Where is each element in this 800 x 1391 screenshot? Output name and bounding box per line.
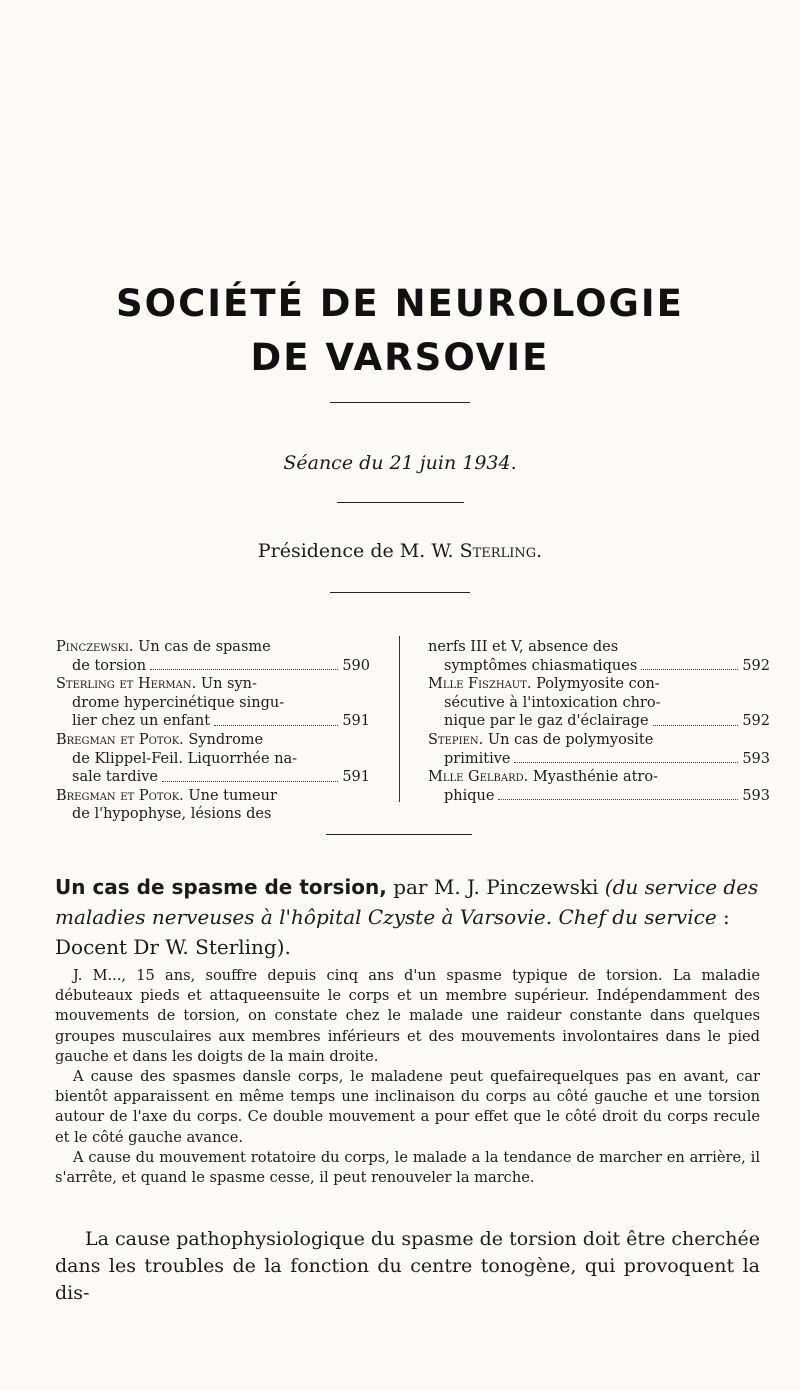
table-of-contents-right <box>428 638 770 805</box>
dot-leader <box>498 787 738 801</box>
column-divider <box>399 636 400 802</box>
society-title-line1: SOCIÉTÉ DE NEUROLOGIE <box>116 282 684 325</box>
article-title-bold: Un cas de spasme de torsion, <box>55 875 387 899</box>
toc-author: Bregman et Potok. <box>56 787 184 804</box>
divider-rule <box>330 402 470 403</box>
paragraph: A cause du mouvement rotatoire du corps, le malade a la tendance de marcher en arrière, il s'arrête, et quand le spasme cesse, il peut renouveler la marche. <box>55 1148 760 1187</box>
toc-author: Mlle Gelbard. <box>428 769 529 786</box>
toc-text: Syndrome <box>188 731 264 748</box>
article-discussion <box>55 1226 760 1307</box>
toc-author: Pinczewski. <box>56 639 134 655</box>
toc-text: sale tardive <box>72 769 159 786</box>
toc-text: lier chez un enfant <box>72 713 211 730</box>
dot-leader <box>162 768 338 782</box>
presidence-name: Sterling. <box>459 540 543 562</box>
toc-entry <box>428 731 770 768</box>
toc-text: symptômes chiasmatiques <box>444 657 638 674</box>
toc-text: nerfs III et V, absence des <box>428 639 619 655</box>
toc-author: Bregman et Potok. <box>56 731 184 748</box>
toc-entry <box>428 768 770 805</box>
seance-date: Séance du 21 juin 1934. <box>283 452 517 474</box>
toc-page-number: 593 <box>742 787 770 804</box>
toc-author: Stepien. <box>428 731 484 748</box>
toc-text: de l'hypophyse, lésions des <box>72 806 272 823</box>
dot-leader <box>653 712 738 726</box>
toc-page-number: 591 <box>342 713 370 730</box>
article-author: par M. J. Pinczewski <box>393 875 599 899</box>
dot-leader <box>150 657 338 671</box>
toc-author: Sterling et Herman. <box>56 676 197 693</box>
dot-leader <box>514 750 738 764</box>
toc-entry <box>56 731 370 787</box>
toc-text: sécutive à l'intoxication chro- <box>444 694 661 711</box>
paragraph: La cause pathophysiologique du spasme de torsion doit être cherchée dans les troubles de la fonction du centre tonogène, qui provoquent la dis- <box>55 1228 760 1304</box>
toc-page-number: 592 <box>742 713 770 730</box>
presidence-prefix: Présidence de M. W. <box>257 540 454 562</box>
dot-leader <box>641 657 738 671</box>
paragraph: J. M..., 15 ans, souffre depuis cinq ans d'un spasme typique de torsion. La maladie débuteaux pieds et attaqueensuite le corps et un membre supérieur. Indépendamment des mouvements de torsion, on constate chez le malade une raideur constante dans quelques groupes musculaires aux membres inférieurs et des mouvements involontaires dans le pied gauche et dans les doigts de la main droite. <box>55 967 760 1065</box>
article-chief: : Docent Dr W. Sterling). <box>55 905 730 959</box>
toc-entry <box>56 675 370 731</box>
toc-text: Polymyosite con- <box>536 676 660 693</box>
toc-text: nique par le gaz d'éclairage <box>444 713 649 730</box>
toc-text: primitive <box>444 750 511 767</box>
toc-text: Un cas de polymyosite <box>487 731 654 748</box>
toc-page-number: 592 <box>742 657 770 674</box>
toc-text: de torsion <box>72 657 147 674</box>
toc-author: Mlle Fiszhaut. <box>428 676 532 693</box>
article-case-report <box>55 966 760 1188</box>
toc-page-number: 591 <box>342 769 370 786</box>
toc-text: Un syn- <box>200 676 257 693</box>
toc-text: phique <box>444 787 495 804</box>
toc-text: de Klippel-Feil. Liquorrhée na- <box>72 750 298 767</box>
article-title <box>55 872 760 962</box>
toc-entry <box>428 638 770 675</box>
toc-entry <box>56 638 370 675</box>
toc-page-number: 593 <box>742 750 770 767</box>
toc-entry <box>428 675 770 731</box>
toc-text: Myasthénie atro- <box>532 769 658 786</box>
article-affiliation: (du service des maladies nerveuses à l'hôpital Czyste à Varsovie. Chef du service <box>55 875 759 929</box>
toc-text: drome hypercinétique singu- <box>72 694 285 711</box>
toc-text: Un cas de spasme <box>138 639 271 655</box>
presidence-line <box>0 540 800 562</box>
divider-rule <box>337 502 464 503</box>
society-title-line2: DE VARSOVIE <box>250 336 550 379</box>
toc-entry <box>56 787 370 824</box>
table-of-contents-left <box>56 638 370 824</box>
paragraph: A cause des spasmes dansle corps, le maladene peut quefairequelques pas en avant, car bientôt apparaissent en même temps une inclinaison du corps au côté gauche et une torsion autour de l'axe du corps. Ce double mouvement a pour effet que le côté droit du corps recule et le côté gauche avance. <box>55 1068 760 1146</box>
divider-rule <box>326 834 472 835</box>
dot-leader <box>214 712 338 726</box>
toc-text: Une tumeur <box>188 787 277 804</box>
toc-page-number: 590 <box>342 657 370 674</box>
divider-rule <box>330 592 470 593</box>
